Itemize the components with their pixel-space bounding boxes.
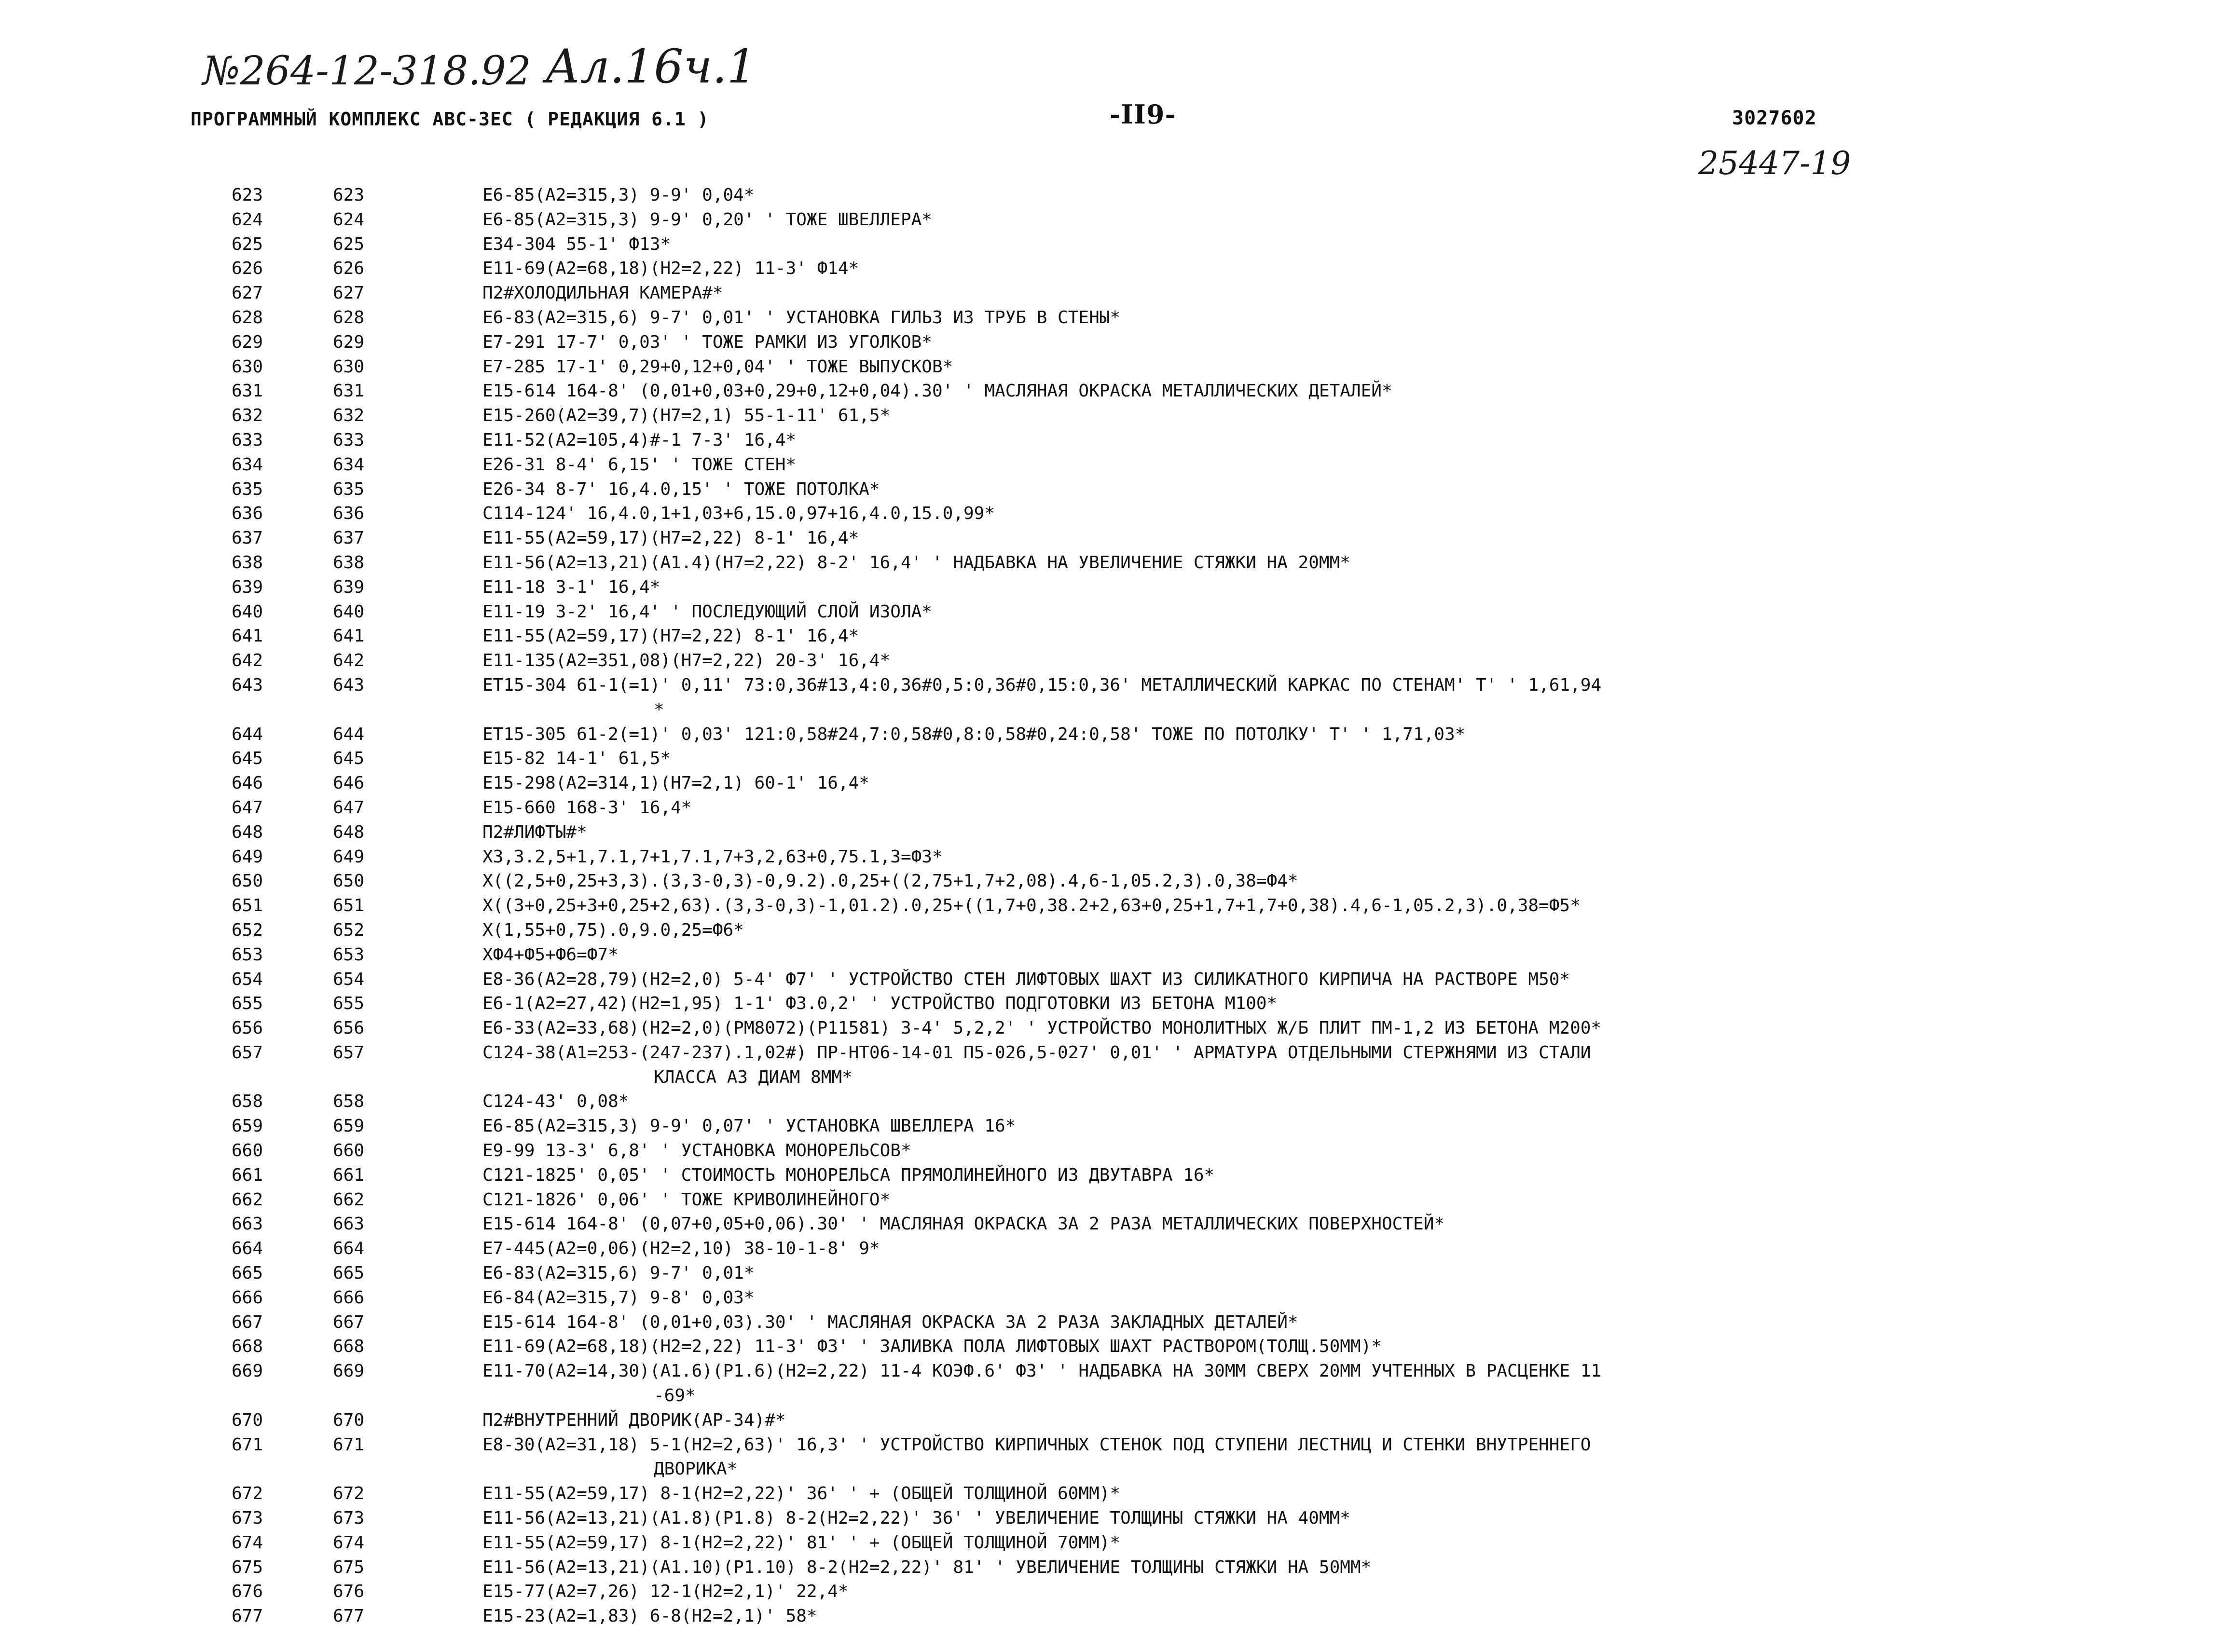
- line-text: Е15-23(А2=1,83) 6-8(Н2=2,1)' 58*: [482, 1606, 817, 1626]
- listing-row: [0, 404, 2228, 428]
- line-number: 676: [232, 1582, 263, 1602]
- line-number: 629: [232, 332, 263, 352]
- listing-row: [0, 1580, 2228, 1604]
- line-text: П2#ХОЛОДИЛЬНАЯ КАМЕРА#*: [482, 283, 723, 303]
- line-text: С121-1826' 0,06' ' ТОЖЕ КРИВОЛИНЕЙНОГО*: [482, 1189, 891, 1210]
- line-text: Е6-83(А2=315,6) 9-7' 0,01*: [482, 1263, 755, 1283]
- line-number: 636: [232, 504, 263, 524]
- line-text: Е11-135(А2=351,08)(Н7=2,22) 20-3' 16,4*: [482, 651, 891, 671]
- line-number: 656: [232, 1018, 263, 1038]
- listing-row: [0, 232, 2228, 257]
- source-line-number: 671: [333, 1434, 365, 1455]
- source-line-number: 636: [333, 504, 365, 524]
- line-text: Х((2,5+0,25+3,3).(3,3-0,3)-0,9.2).0,25+((2,75+1,7+2,08).4,6-1,05.2,3).0,38=Ф4*: [482, 871, 1298, 891]
- line-text: Е15-298(А2=314,1)(Н7=2,1) 60-1' 16,4*: [482, 773, 869, 793]
- source-line-number: 670: [333, 1410, 365, 1430]
- listing-row: [0, 918, 2228, 943]
- source-line-number: 635: [333, 479, 365, 499]
- page-number: -II9-: [1110, 99, 1176, 130]
- listing-row: [0, 624, 2228, 649]
- line-text: Е11-69(А2=68,18)(Н2=2,22) 11-3' Ф14*: [482, 259, 859, 279]
- line-number: 654: [232, 969, 263, 989]
- line-number: 637: [232, 528, 263, 548]
- line-text: Е11-52(А2=105,4)#-1 7-3' 16,4*: [482, 430, 797, 450]
- source-line-number: 634: [333, 454, 365, 475]
- listing-row: [0, 1286, 2228, 1311]
- line-text: Е26-31 8-4' 6,15' ' ТОЖЕ СТЕН*: [482, 454, 797, 475]
- line-text: Е6-85(А2=315,3) 9-9' 0,20' ' ТОЖЕ ШВЕЛЛЕРА*: [482, 209, 932, 230]
- listing-row: [0, 1016, 2228, 1041]
- line-number: 630: [232, 356, 263, 377]
- source-line-number: 651: [333, 896, 365, 916]
- line-text: Е15-260(А2=39,7)(Н7=2,1) 55-1-11' 61,5*: [482, 406, 891, 426]
- line-number: 660: [232, 1141, 263, 1161]
- listing-row: [0, 894, 2228, 918]
- line-text: Е11-56(А2=13,21)(А1.4)(Н7=2,22) 8-2' 16,4' ' НАДБАВКА НА УВЕЛИЧЕНИЕ СТЯЖКИ НА 20ММ*: [482, 552, 1350, 573]
- listing-row: [0, 796, 2228, 820]
- source-line-number: 655: [333, 994, 365, 1014]
- listing: [0, 183, 2228, 1630]
- listing-row: [0, 1163, 2228, 1188]
- line-text: Х((3+0,25+3+0,25+2,63).(3,3-0,3)-1,01.2).0,25+((1,7+0,38.2+2,63+0,25+1,7+1,7+0,38).4,6-1,05.2,3).0,38=Ф5*: [482, 896, 1581, 916]
- line-number: 638: [232, 552, 263, 573]
- line-text: Е34-304 55-1' Ф13*: [482, 234, 671, 254]
- line-text: *: [654, 699, 664, 720]
- source-line-number: 641: [333, 626, 365, 646]
- source-line-number: 645: [333, 749, 365, 769]
- line-text: Е11-55(А2=59,17)(Н7=2,22) 8-1' 16,4*: [482, 626, 859, 646]
- line-number: 670: [232, 1410, 263, 1430]
- listing-row: [0, 943, 2228, 968]
- listing-row: [0, 1041, 2228, 1065]
- listing-row: [0, 1188, 2228, 1213]
- line-number: 642: [232, 651, 263, 671]
- line-number: 634: [232, 454, 263, 475]
- line-text: Е11-55(А2=59,17) 8-1(Н2=2,22)' 81' ' + (ОБЩЕЙ ТОЛЩИНОЙ 70ММ)*: [482, 1532, 1121, 1553]
- line-number: 643: [232, 675, 263, 695]
- listing-row: [0, 1114, 2228, 1139]
- line-number: 652: [232, 920, 263, 940]
- line-text: Е11-55(А2=59,17) 8-1(Н2=2,22)' 36' ' + (ОБЩЕЙ ТОЛЩИНОЙ 60ММ)*: [482, 1484, 1121, 1504]
- line-text: Е15-614 164-8' (0,01+0,03).30' ' МАСЛЯНАЯ ОКРАСКА ЗА 2 РАЗА ЗАКЛАДНЫХ ДЕТАЛЕЙ*: [482, 1312, 1298, 1332]
- listing-row: [0, 183, 2228, 208]
- source-line-number: 662: [333, 1189, 365, 1210]
- source-line-number: 642: [333, 651, 365, 671]
- line-text: Е11-19 3-2' 16,4' ' ПОСЛЕДУЮЩИЙ СЛОЙ ИЗОЛА*: [482, 601, 932, 622]
- listing-continuation-line: [0, 1384, 2228, 1408]
- listing-row: [0, 1482, 2228, 1506]
- listing-row: [0, 1139, 2228, 1163]
- listing-row: [0, 379, 2228, 404]
- line-number: 659: [232, 1116, 263, 1136]
- line-text: Е7-291 17-7' 0,03' ' ТОЖЕ РАМКИ ИЗ УГОЛКОВ*: [482, 332, 932, 352]
- line-number: 677: [232, 1606, 263, 1626]
- source-line-number: 633: [333, 430, 365, 450]
- handwritten-sheet-mark: Ал.16ч.1: [545, 40, 756, 94]
- source-line-number: 657: [333, 1042, 365, 1063]
- line-number: 647: [232, 797, 263, 818]
- line-text: Е6-1(А2=27,42)(Н2=1,95) 1-1' Ф3.0,2' ' УСТРОЙСТВО ПОДГОТОВКИ ИЗ БЕТОНА М100*: [482, 994, 1278, 1014]
- listing-row: [0, 1261, 2228, 1286]
- source-line-number: 661: [333, 1165, 365, 1185]
- line-text: Е11-55(А2=59,17)(Н7=2,22) 8-1' 16,4*: [482, 528, 859, 548]
- listing-row: [0, 968, 2228, 992]
- listing-row: [0, 478, 2228, 502]
- line-number: 672: [232, 1484, 263, 1504]
- line-text: Е15-82 14-1' 61,5*: [482, 749, 671, 769]
- line-text: Е6-33(А2=33,68)(Н2=2,0)(РМ8072)(Р11581) 3-4' 5,2,2' ' УСТРОЙСТВО МОНОЛИТНЫХ Ж/Б ПЛИТ ПМ-1,2 ИЗ БЕТОНА М200*: [482, 1018, 1602, 1038]
- source-line-number: 674: [333, 1532, 365, 1553]
- listing-row: [0, 526, 2228, 551]
- source-line-number: 647: [333, 797, 365, 818]
- listing-row: [0, 869, 2228, 894]
- listing-row: [0, 551, 2228, 575]
- line-number: 645: [232, 749, 263, 769]
- source-line-number: 629: [333, 332, 365, 352]
- line-number: 653: [232, 944, 263, 965]
- source-line-number: 625: [333, 234, 365, 254]
- line-text: Е15-614 164-8' (0,07+0,05+0,06).30' ' МАСЛЯНАЯ ОКРАСКА ЗА 2 РАЗА МЕТАЛЛИЧЕСКИХ ПОВЕРХНОСТЕЙ*: [482, 1214, 1444, 1234]
- line-number: 625: [232, 234, 263, 254]
- line-text: Е6-83(А2=315,6) 9-7' 0,01' ' УСТАНОВКА ГИЛЬЗ ИЗ ТРУБ В СТЕНЫ*: [482, 307, 1121, 328]
- line-text: КЛАССА А3 ДИАМ 8ММ*: [654, 1067, 853, 1087]
- listing-row: [0, 1237, 2228, 1261]
- line-text: Е15-614 164-8' (0,01+0,03+0,29+0,12+0,04).30' ' МАСЛЯНАЯ ОКРАСКА МЕТАЛЛИЧЕСКИХ ДЕТАЛЕЙ*: [482, 381, 1392, 401]
- source-line-number: 626: [333, 259, 365, 279]
- listing-row: [0, 1408, 2228, 1433]
- source-line-number: 643: [333, 675, 365, 695]
- line-number: 632: [232, 406, 263, 426]
- line-text: С124-38(А1=253-(247-237).1,02#) ПР-НТ06-14-01 П5-026,5-027' 0,01' ' АРМАТУРА ОТДЕЛЬНЫМИ СТЕРЖНЯМИ ИЗ СТАЛИ: [482, 1042, 1591, 1063]
- line-number: 650: [232, 871, 263, 891]
- line-text: Е8-36(А2=28,79)(Н2=2,0) 5-4' Ф7' ' УСТРОЙСТВО СТЕН ЛИФТОВЫХ ШАХТ ИЗ СИЛИКАТНОГО КИРПИЧА НА РАСТВОРЕ М50*: [482, 969, 1570, 989]
- listing-row: [0, 1212, 2228, 1237]
- source-line-number: 623: [333, 185, 365, 205]
- source-line-number: 650: [333, 871, 365, 891]
- source-line-number: 628: [333, 307, 365, 328]
- line-text: Е11-18 3-1' 16,4*: [482, 577, 660, 597]
- line-text: Е11-56(А2=13,21)(А1.10)(Р1.10) 8-2(Н2=2,22)' 81' ' УВЕЛИЧЕНИЕ ТОЛЩИНЫ СТЯЖКИ НА 50ММ*: [482, 1557, 1372, 1577]
- source-line-number: 653: [333, 944, 365, 965]
- line-text: П2#ЛИФТЫ#*: [482, 822, 587, 842]
- line-text: Е26-34 8-7' 16,4.0,15' ' ТОЖЕ ПОТОЛКА*: [482, 479, 880, 499]
- source-line-number: 675: [333, 1557, 365, 1577]
- source-line-number: 673: [333, 1508, 365, 1529]
- line-text: ХФ4+Ф5+Ф6=Ф7*: [482, 944, 619, 965]
- listing-row: [0, 1433, 2228, 1458]
- listing-row: [0, 1506, 2228, 1531]
- line-number: 674: [232, 1532, 263, 1553]
- source-line-number: 624: [333, 209, 365, 230]
- line-text: Е9-99 13-3' 6,8' ' УСТАНОВКА МОНОРЕЛЬСОВ*: [482, 1141, 911, 1161]
- listing-row: [0, 355, 2228, 380]
- listing-row: [0, 257, 2228, 281]
- handwritten-doc-number: №264-12-318.92: [203, 48, 531, 94]
- line-text: ЕТ15-305 61-2(=1)' 0,03' 121:0,58#24,7:0,58#0,8:0,58#0,24:0,58' ТОЖЕ ПО ПОТОЛКУ' Т' ' 1,71,03*: [482, 724, 1466, 744]
- listing-continuation-line: [0, 1065, 2228, 1090]
- listing-row: [0, 502, 2228, 526]
- line-number: 628: [232, 307, 263, 328]
- source-line-number: 631: [333, 381, 365, 401]
- line-text: Х(1,55+0,75).0,9.0,25=Ф6*: [482, 920, 744, 940]
- source-line-number: 649: [333, 846, 365, 867]
- source-line-number: 663: [333, 1214, 365, 1234]
- source-line-number: 660: [333, 1141, 365, 1161]
- listing-row: [0, 600, 2228, 625]
- source-line-number: 638: [333, 552, 365, 573]
- line-number: 631: [232, 381, 263, 401]
- listing-row: [0, 845, 2228, 870]
- line-number: 673: [232, 1508, 263, 1529]
- listing-row: [0, 747, 2228, 771]
- line-number: 627: [232, 283, 263, 303]
- source-line-number: 654: [333, 969, 365, 989]
- line-text: -69*: [654, 1386, 696, 1406]
- listing-row: [0, 281, 2228, 306]
- source-line-number: 639: [333, 577, 365, 597]
- source-line-number: 669: [333, 1361, 365, 1381]
- source-line-number: 677: [333, 1606, 365, 1626]
- program-header: ПРОГРАММНЫЙ КОМПЛЕКС АВС-3ЕС ( РЕДАКЦИЯ 6.1 ): [191, 109, 709, 130]
- source-line-number: 656: [333, 1018, 365, 1038]
- line-text: С121-1825' 0,05' ' СТОИМОСТЬ МОНОРЕЛЬСА ПРЯМОЛИНЕЙНОГО ИЗ ДВУТАВРА 16*: [482, 1165, 1215, 1185]
- line-text: ДВОРИКА*: [654, 1459, 738, 1479]
- line-number: 675: [232, 1557, 263, 1577]
- line-text: Е6-85(А2=315,3) 9-9' 0,07' ' УСТАНОВКА ШВЕЛЛЕРА 16*: [482, 1116, 1016, 1136]
- source-line-number: 666: [333, 1287, 365, 1308]
- line-text: П2#ВНУТРЕННИЙ ДВОРИК(АР-34)#*: [482, 1410, 786, 1430]
- listing-row: [0, 820, 2228, 845]
- listing-row: [0, 208, 2228, 232]
- line-number: 623: [232, 185, 263, 205]
- listing-row: [0, 428, 2228, 453]
- listing-row: [0, 1531, 2228, 1556]
- line-text: Е11-69(А2=68,18)(Н2=2,22) 11-3' Ф3' ' ЗАЛИВКА ПОЛА ЛИФТОВЫХ ШАХТ РАСТВОРОМ(ТОЛЩ.50ММ)*: [482, 1337, 1382, 1357]
- line-number: 640: [232, 601, 263, 622]
- line-text: С124-43' 0,08*: [482, 1092, 629, 1112]
- source-line-number: 632: [333, 406, 365, 426]
- line-number: 661: [232, 1165, 263, 1185]
- line-number: 624: [232, 209, 263, 230]
- line-number: 668: [232, 1337, 263, 1357]
- line-text: Е8-30(А2=31,18) 5-1(Н2=2,63)' 16,3' ' УСТРОЙСТВО КИРПИЧНЫХ СТЕНОК ПОД СТУПЕНИ ЛЕСТНИЦ И СТЕНКИ ВНУТРЕННЕГО: [482, 1434, 1591, 1455]
- source-line-number: 644: [333, 724, 365, 744]
- listing-row: [0, 453, 2228, 478]
- line-number: 662: [232, 1189, 263, 1210]
- source-line-number: 658: [333, 1092, 365, 1112]
- line-number: 633: [232, 430, 263, 450]
- document-code: 3027602: [1732, 107, 1817, 129]
- line-number: 646: [232, 773, 263, 793]
- line-number: 671: [232, 1434, 263, 1455]
- source-line-number: 664: [333, 1239, 365, 1259]
- listing-row: [0, 1311, 2228, 1335]
- source-line-number: 668: [333, 1337, 365, 1357]
- line-text: Е11-56(А2=13,21)(А1.8)(Р1.8) 8-2(Н2=2,22)' 36' ' УВЕЛИЧЕНИЕ ТОЛЩИНЫ СТЯЖКИ НА 40ММ*: [482, 1508, 1350, 1529]
- line-text: ЕТ15-304 61-1(=1)' 0,11' 73:0,36#13,4:0,36#0,5:0,36#0,15:0,36' МЕТАЛЛИЧЕСКИЙ КАРКАС ПО СТЕНАМ' Т' ' 1,61,94: [482, 675, 1602, 695]
- source-line-number: 652: [333, 920, 365, 940]
- listing-row: [0, 723, 2228, 747]
- line-number: 664: [232, 1239, 263, 1259]
- line-text: Е15-77(А2=7,26) 12-1(Н2=2,1)' 22,4*: [482, 1582, 849, 1602]
- line-number: 666: [232, 1287, 263, 1308]
- source-line-number: 637: [333, 528, 365, 548]
- line-text: С114-124' 16,4.0,1+1,03+6,15.0,97+16,4.0,15.0,99*: [482, 504, 995, 524]
- line-number: 641: [232, 626, 263, 646]
- listing-row: [0, 575, 2228, 600]
- line-number: 657: [232, 1042, 263, 1063]
- listing-row: [0, 306, 2228, 330]
- line-text: Е15-660 168-3' 16,4*: [482, 797, 692, 818]
- line-number: 669: [232, 1361, 263, 1381]
- listing-row: [0, 1090, 2228, 1114]
- source-line-number: 648: [333, 822, 365, 842]
- line-number: 626: [232, 259, 263, 279]
- line-text: Е6-85(А2=315,3) 9-9' 0,04*: [482, 185, 755, 205]
- source-line-number: 627: [333, 283, 365, 303]
- source-line-number: 646: [333, 773, 365, 793]
- listing-continuation-line: [0, 698, 2228, 723]
- listing-row: [0, 771, 2228, 796]
- source-line-number: 676: [333, 1582, 365, 1602]
- line-text: Е7-285 17-1' 0,29+0,12+0,04' ' ТОЖЕ ВЫПУСКОВ*: [482, 356, 953, 377]
- listing-row: [0, 330, 2228, 355]
- line-number: 655: [232, 994, 263, 1014]
- listing-continuation-line: [0, 1457, 2228, 1482]
- line-number: 667: [232, 1312, 263, 1332]
- handwritten-inventory-number: 25447-19: [1698, 145, 1851, 182]
- line-number: 639: [232, 577, 263, 597]
- listing-row: [0, 673, 2228, 698]
- line-number: 658: [232, 1092, 263, 1112]
- source-line-number: 672: [333, 1484, 365, 1504]
- source-line-number: 667: [333, 1312, 365, 1332]
- line-number: 644: [232, 724, 263, 744]
- listing-row: [0, 1335, 2228, 1359]
- line-number: 649: [232, 846, 263, 867]
- line-number: 663: [232, 1214, 263, 1234]
- source-line-number: 659: [333, 1116, 365, 1136]
- line-number: 635: [232, 479, 263, 499]
- line-text: Е6-84(А2=315,7) 9-8' 0,03*: [482, 1287, 755, 1308]
- line-number: 665: [232, 1263, 263, 1283]
- listing-row: [0, 992, 2228, 1016]
- listing-row: [0, 1359, 2228, 1384]
- source-line-number: 665: [333, 1263, 365, 1283]
- line-number: 651: [232, 896, 263, 916]
- line-text: Х3,3.2,5+1,7.1,7+1,7.1,7+3,2,63+0,75.1,3=Ф3*: [482, 846, 943, 867]
- line-text: Е11-70(А2=14,30)(А1.6)(Р1.6)(Н2=2,22) 11-4 КОЭФ.6' Ф3' ' НАДБАВКА НА 30ММ СВЕРХ 20ММ УЧТЕННЫХ В РАСЦЕНКЕ 11: [482, 1361, 1602, 1381]
- listing-row: [0, 1556, 2228, 1580]
- line-number: 648: [232, 822, 263, 842]
- line-text: Е7-445(А2=0,06)(Н2=2,10) 38-10-1-8' 9*: [482, 1239, 880, 1259]
- source-line-number: 630: [333, 356, 365, 377]
- listing-row: [0, 649, 2228, 673]
- listing-row: [0, 1604, 2228, 1629]
- source-line-number: 640: [333, 601, 365, 622]
